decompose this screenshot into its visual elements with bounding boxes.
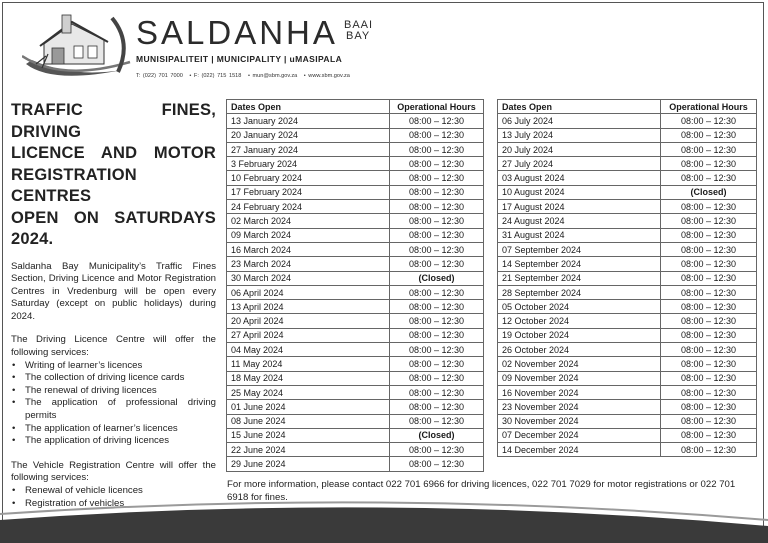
table-row (498, 171, 757, 185)
table-row (498, 242, 757, 256)
table-row (227, 443, 484, 457)
table-row (498, 300, 757, 314)
table-row (227, 414, 484, 428)
title-line: OPEN ON SATURDAYS (11, 208, 216, 227)
hours-cell: 08:00 – 12:30 (661, 214, 757, 228)
date-cell: 10 August 2024 (498, 185, 661, 199)
table-row (498, 128, 757, 142)
table-row (498, 428, 757, 442)
table-row (227, 400, 484, 414)
table-row (498, 114, 757, 128)
date-cell: 18 May 2024 (227, 371, 390, 385)
hours-cell: 08:00 – 12:30 (390, 157, 484, 171)
table-row (227, 228, 484, 242)
hours-cell: 08:00 – 12:30 (661, 271, 757, 285)
table-row (227, 271, 484, 285)
date-cell: 22 June 2024 (227, 443, 390, 457)
municipality-logo-icon (22, 12, 134, 82)
date-cell: 04 May 2024 (227, 343, 390, 357)
table-row (227, 128, 484, 142)
brand-name: SALDANHA (136, 14, 338, 51)
hours-cell: 08:00 – 12:30 (390, 200, 484, 214)
date-cell: 01 June 2024 (227, 400, 390, 414)
hours-cell: 08:00 – 12:30 (661, 300, 757, 314)
date-cell: 19 October 2024 (498, 328, 661, 342)
date-cell: 13 April 2024 (227, 300, 390, 314)
hours-cell: 08:00 – 12:30 (661, 371, 757, 385)
hours-cell: 08:00 – 12:30 (661, 171, 757, 185)
table-row (227, 214, 484, 228)
table-row (227, 171, 484, 185)
hours-cell: (Closed) (390, 271, 484, 285)
date-cell: 30 March 2024 (227, 271, 390, 285)
date-cell: 07 September 2024 (498, 242, 661, 256)
contact-details (136, 73, 354, 79)
hours-cell: 08:00 – 12:30 (661, 314, 757, 328)
date-cell: 11 May 2024 (227, 357, 390, 371)
date-cell: 26 October 2024 (498, 343, 661, 357)
table-row (227, 257, 484, 271)
date-cell: 02 November 2024 (498, 357, 661, 371)
date-cell: 06 July 2024 (498, 114, 661, 128)
table-row (498, 285, 757, 299)
date-cell: 24 February 2024 (227, 200, 390, 214)
date-cell: 13 July 2024 (498, 128, 661, 142)
hours-cell: 08:00 – 12:30 (390, 285, 484, 299)
date-cell: 08 June 2024 (227, 414, 390, 428)
date-cell: 13 January 2024 (227, 114, 390, 128)
hours-cell: 08:00 – 12:30 (390, 343, 484, 357)
table-row (498, 414, 757, 428)
list-item: • Writing of learner’s licences (11, 360, 216, 373)
list-item: • Registration of vehicles (11, 498, 216, 511)
hours-cell: 08:00 – 12:30 (661, 443, 757, 457)
hours-cell: 08:00 – 12:30 (390, 214, 484, 228)
table-row (498, 400, 757, 414)
table-row (227, 428, 484, 442)
date-cell: 3 February 2024 (227, 157, 390, 171)
title-line: REGISTRATION CENTRES (11, 165, 137, 205)
table-row (498, 343, 757, 357)
table-row (227, 285, 484, 299)
brand-bay: BAY (346, 30, 371, 42)
date-cell: 12 October 2024 (498, 314, 661, 328)
page-title (11, 100, 216, 251)
date-cell: 21 September 2024 (498, 271, 661, 285)
hours-cell: 08:00 – 12:30 (390, 242, 484, 256)
date-cell: 24 August 2024 (498, 214, 661, 228)
hours-cell: 08:00 – 12:30 (390, 385, 484, 399)
table-row (498, 228, 757, 242)
hours-cell: 08:00 – 12:30 (661, 328, 757, 342)
date-cell: 23 November 2024 (498, 400, 661, 414)
table-row (498, 200, 757, 214)
date-cell: 14 September 2024 (498, 257, 661, 271)
date-cell: 16 March 2024 (227, 242, 390, 256)
column-header-hours: Operational Hours (661, 100, 757, 114)
table-row (227, 114, 484, 128)
table-row (227, 357, 484, 371)
list-item: • The renewal of driving licences (11, 385, 216, 398)
hours-cell: 08:00 – 12:30 (390, 371, 484, 385)
vehicle-centre-intro: The Vehicle Registration Centre will offer the following services: (11, 459, 216, 484)
hours-cell: (Closed) (661, 185, 757, 199)
date-cell: 14 December 2024 (498, 443, 661, 457)
date-cell: 06 April 2024 (227, 285, 390, 299)
list-item: • The application of professional driving permits (11, 397, 216, 422)
list-item: • The collection of driving licence cards (11, 372, 216, 385)
column-header-dates: Dates Open (498, 100, 661, 114)
hours-cell: 08:00 – 12:30 (390, 457, 484, 471)
hours-cell: 08:00 – 12:30 (390, 171, 484, 185)
brand-baai: BAAI (344, 19, 374, 31)
table-row (498, 385, 757, 399)
contact-info-note: For more information, please contact 022 701 6966 for driving licences, 022 701 7029 for motor registrations or 022 701 6918 for fines. (227, 479, 736, 503)
table-row (498, 257, 757, 271)
hours-cell: 08:00 – 12:30 (390, 114, 484, 128)
driving-services-list (11, 360, 216, 448)
date-cell: 07 December 2024 (498, 428, 661, 442)
table-row (498, 142, 757, 156)
table-row (498, 314, 757, 328)
hours-cell: 08:00 – 12:30 (390, 400, 484, 414)
contact-fax: • F: (022) 715 1518 (189, 73, 242, 79)
date-cell: 17 August 2024 (498, 200, 661, 214)
date-cell: 20 April 2024 (227, 314, 390, 328)
left-column (11, 100, 216, 510)
driving-centre-intro: The Driving Licence Centre will offer the following services: (11, 334, 216, 359)
hours-cell: 08:00 – 12:30 (661, 400, 757, 414)
hours-cell: 08:00 – 12:30 (661, 385, 757, 399)
table-row (498, 271, 757, 285)
date-cell: 25 May 2024 (227, 385, 390, 399)
hours-cell: 08:00 – 12:30 (661, 242, 757, 256)
hours-cell: 08:00 – 12:30 (390, 300, 484, 314)
brand-tagline: MUNISIPALITEIT | MUNICIPALITY | uMASIPALA (136, 54, 343, 64)
date-cell: 09 November 2024 (498, 371, 661, 385)
table-row (227, 385, 484, 399)
table-row (498, 185, 757, 199)
date-cell: 29 June 2024 (227, 457, 390, 471)
hours-cell: 08:00 – 12:30 (661, 428, 757, 442)
hours-cell: 08:00 – 12:30 (661, 285, 757, 299)
date-cell: 31 August 2024 (498, 228, 661, 242)
contact-phone: T: (022) 701 7000 (136, 73, 183, 79)
table-row (227, 371, 484, 385)
column-header-dates: Dates Open (227, 100, 390, 114)
date-cell: 23 March 2024 (227, 257, 390, 271)
title-line: TRAFFIC FINES, DRIVING (11, 101, 216, 141)
contact-website: • www.sbm.gov.za (303, 73, 350, 79)
hours-cell: 08:00 – 12:30 (390, 314, 484, 328)
date-cell: 10 February 2024 (227, 171, 390, 185)
hours-cell: 08:00 – 12:30 (661, 157, 757, 171)
table-row (498, 328, 757, 342)
date-cell: 03 August 2024 (498, 171, 661, 185)
schedule-table-jan-jun (226, 99, 484, 472)
date-cell: 09 March 2024 (227, 228, 390, 242)
date-cell: 16 November 2024 (498, 385, 661, 399)
hours-cell: 08:00 – 12:30 (661, 200, 757, 214)
hours-cell: 08:00 – 12:30 (661, 228, 757, 242)
hours-cell: 08:00 – 12:30 (390, 228, 484, 242)
table-row (227, 142, 484, 156)
hours-cell: 08:00 – 12:30 (390, 128, 484, 142)
hours-cell: 08:00 – 12:30 (390, 257, 484, 271)
table-row (227, 300, 484, 314)
hours-cell: 08:00 – 12:30 (390, 328, 484, 342)
hours-cell: 08:00 – 12:30 (661, 414, 757, 428)
date-cell: 27 January 2024 (227, 142, 390, 156)
column-header-hours: Operational Hours (390, 100, 484, 114)
date-cell: 27 April 2024 (227, 328, 390, 342)
hours-cell: 08:00 – 12:30 (661, 142, 757, 156)
list-item: • Renewal of vehicle licences (11, 485, 216, 498)
date-cell: 27 July 2024 (498, 157, 661, 171)
table-row (227, 185, 484, 199)
date-cell: 20 January 2024 (227, 128, 390, 142)
table-row (227, 328, 484, 342)
contact-email: • mun@sbm.gov.za (247, 73, 298, 79)
table-row (498, 214, 757, 228)
hours-cell: 08:00 – 12:30 (661, 257, 757, 271)
table-row (227, 343, 484, 357)
table-row (498, 371, 757, 385)
date-cell: 05 October 2024 (498, 300, 661, 314)
hours-cell: 08:00 – 12:30 (661, 114, 757, 128)
date-cell: 02 March 2024 (227, 214, 390, 228)
brand-block (136, 14, 374, 51)
date-cell: 20 July 2024 (498, 142, 661, 156)
table-row (498, 443, 757, 457)
table-row (227, 314, 484, 328)
hours-cell: 08:00 – 12:30 (661, 343, 757, 357)
date-cell: 30 November 2024 (498, 414, 661, 428)
intro-paragraph: Saldanha Bay Municipality’s Traffic Fines Section, Driving Licence and Motor Registration Centres in Vredenburg will be open every Saturday (except on public holidays) during 2024. (11, 260, 216, 322)
table-header-row (498, 100, 757, 114)
hours-cell: 08:00 – 12:30 (390, 443, 484, 457)
hours-cell: 08:00 – 12:30 (390, 142, 484, 156)
date-cell: 17 February 2024 (227, 185, 390, 199)
table-row (227, 242, 484, 256)
table-row (498, 357, 757, 371)
date-cell: 28 September 2024 (498, 285, 661, 299)
hours-cell: 08:00 – 12:30 (390, 185, 484, 199)
table-row (227, 157, 484, 171)
decorative-swoosh (0, 500, 768, 543)
hours-cell: 08:00 – 12:30 (661, 128, 757, 142)
hours-cell: 08:00 – 12:30 (390, 414, 484, 428)
schedule-table-jul-dec (497, 99, 757, 457)
table-header-row (227, 100, 484, 114)
hours-cell: 08:00 – 12:30 (661, 357, 757, 371)
list-item: • The application of learner’s licences (11, 423, 216, 436)
hours-cell: (Closed) (390, 428, 484, 442)
table-row (227, 457, 484, 471)
list-item: • The application of driving licences (11, 435, 216, 448)
table-row (227, 200, 484, 214)
hours-cell: 08:00 – 12:30 (390, 357, 484, 371)
title-line: LICENCE AND MOTOR (11, 144, 216, 162)
table-row (498, 157, 757, 171)
title-line: 2024. (11, 230, 54, 248)
date-cell: 15 June 2024 (227, 428, 390, 442)
